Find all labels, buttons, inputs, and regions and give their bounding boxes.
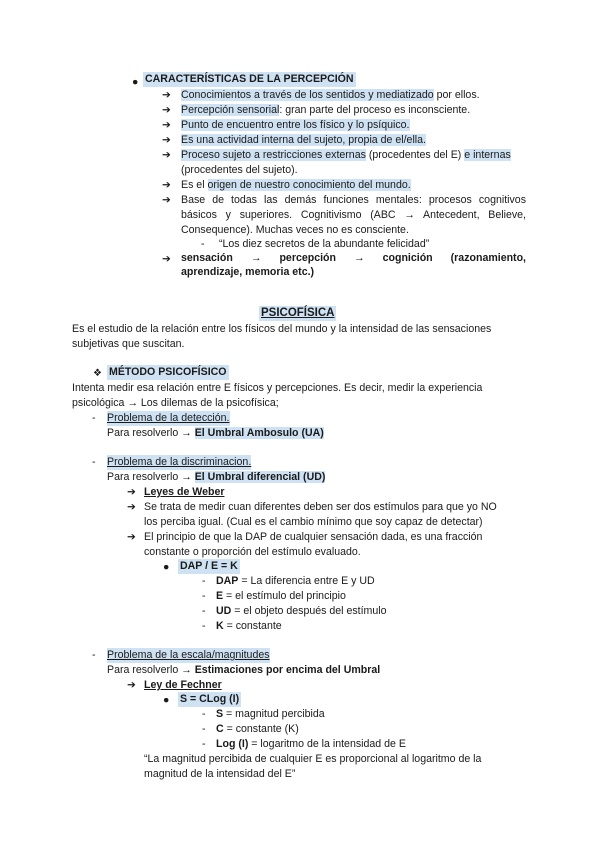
paragraph: subjetivas que suscitan. (72, 338, 185, 350)
list-item: Percepción sensorial: gran parte del proceso es inconsciente. (181, 104, 471, 116)
arrow-icon: ➔ (162, 104, 171, 116)
dash-icon: - (92, 456, 96, 468)
formula: S = CLog (I) (180, 693, 240, 705)
arrow-icon: ➔ (127, 486, 136, 498)
list-item: Punto de encuentro entre los físico y lo psíquico. (181, 119, 410, 131)
dash-icon: - (202, 723, 206, 735)
solution-line: Para resolverlo → El Umbral Ambosulo (UA) (107, 427, 324, 439)
section-heading: CARACTERÍSTICAS DE LA PERCEPCIÓN (145, 73, 354, 85)
list-item: Proceso sujeto a restricciones externas (procedentes del E) e internas (181, 149, 511, 161)
arrow-icon: ➔ (127, 531, 136, 543)
quote-text: magnitud de la intensidad del E” (144, 768, 296, 780)
quote-text: “La magnitud percibida de cualquier E es proporcional al logaritmo de la (144, 753, 482, 765)
dash-icon: - (201, 238, 205, 250)
paragraph: El principio de que la DAP de cualquier sensación dada, es una fracción (144, 531, 483, 543)
definition: DAP = La diferencia entre E y UD (216, 575, 375, 587)
paragraph: Intenta medir esa relación entre E físicos y percepciones. Es decir, medir la experiencia (72, 382, 483, 394)
arrow-icon: ➔ (162, 253, 171, 265)
dash-icon: - (92, 649, 96, 661)
problem-title: Problema de la escala/magnitudes (107, 649, 270, 661)
law-title: Ley de Fechner (144, 679, 222, 691)
definition: UD = el objeto después del estímulo (216, 605, 387, 617)
definition: K = constante (216, 620, 282, 632)
arrow-icon: ➔ (162, 119, 171, 131)
list-item-continuation: Consequence). Muchas veces no es consciente. (181, 224, 409, 236)
list-item: Base de todas las demás funciones mentales: procesos cognitivos (181, 194, 526, 206)
dash-icon: - (92, 412, 96, 424)
dash-icon: - (202, 590, 206, 602)
definition: S = magnitud percibida (216, 708, 325, 720)
problem-title: Problema de la detección. (107, 412, 230, 424)
solution-line: Para resolverlo → El Umbral diferencial (UD) (107, 471, 326, 483)
arrow-icon: ➔ (162, 149, 171, 161)
paragraph: constante o proporción del estímulo evaluado. (144, 546, 361, 558)
quote-text: “Los diez secretos de la abundante felicidad” (219, 238, 430, 250)
list-item: Es el origen de nuestro conocimiento del mundo. (181, 179, 411, 191)
list-item-continuation: (procedentes del sujeto). (181, 164, 298, 176)
chain-line: sensación → percepción → cognición (razonamiento, (181, 252, 526, 264)
dash-icon: - (202, 575, 206, 587)
bullet-icon: ● (163, 561, 170, 573)
bullet-icon: ● (163, 694, 170, 706)
definition: Log (I) = logaritmo de la intensidad de E (216, 738, 406, 750)
list-item: Es una actividad interna del sujeto, propia de el/ella. (181, 134, 426, 146)
paragraph: los perciba igual. (Cual es el cambio mínimo que soy capaz de detectar) (144, 516, 483, 528)
list-item-continuation: básicos y superiores. Cognitivismo (ABC → Antecedent, Believe, (181, 209, 526, 221)
definition: E = el estímulo del principio (216, 590, 346, 602)
diamond-bullet-icon: ❖ (93, 368, 102, 379)
dash-icon: - (202, 738, 206, 750)
arrow-icon: ➔ (162, 194, 171, 206)
paragraph: psicológica → Los dilemas de la psicofísica; (72, 397, 279, 409)
list-item: Conocimientos a través de los sentidos y mediatizado por ellos. (181, 89, 480, 101)
paragraph: Es el estudio de la relación entre los físicos del mundo y la intensidad de las sensaciones (72, 323, 492, 335)
bullet-icon: ● (132, 76, 139, 88)
formula: DAP / E = K (180, 560, 238, 572)
arrow-icon: ➔ (162, 134, 171, 146)
problem-title: Problema de la discriminacion. (107, 456, 252, 468)
chain-line: aprendizaje, memoria etc.) (181, 266, 315, 278)
section-heading: MÉTODO PSICOFÍSICO (109, 366, 227, 378)
dash-icon: - (202, 620, 206, 632)
solution-line: Para resolverlo → Estimaciones por encima del Umbral (107, 664, 381, 676)
paragraph: Se trata de medir cuan diferentes deben ser dos estímulos para que yo NO (144, 501, 497, 513)
definition: C = constante (K) (216, 723, 299, 735)
arrow-icon: ➔ (127, 679, 136, 691)
dash-icon: - (202, 708, 206, 720)
law-title: Leyes de Weber (144, 486, 225, 498)
arrow-icon: ➔ (162, 179, 171, 191)
page-title: PSICOFÍSICA (261, 307, 335, 319)
dash-icon: - (202, 605, 206, 617)
arrow-icon: ➔ (162, 89, 171, 101)
arrow-icon: ➔ (127, 501, 136, 513)
